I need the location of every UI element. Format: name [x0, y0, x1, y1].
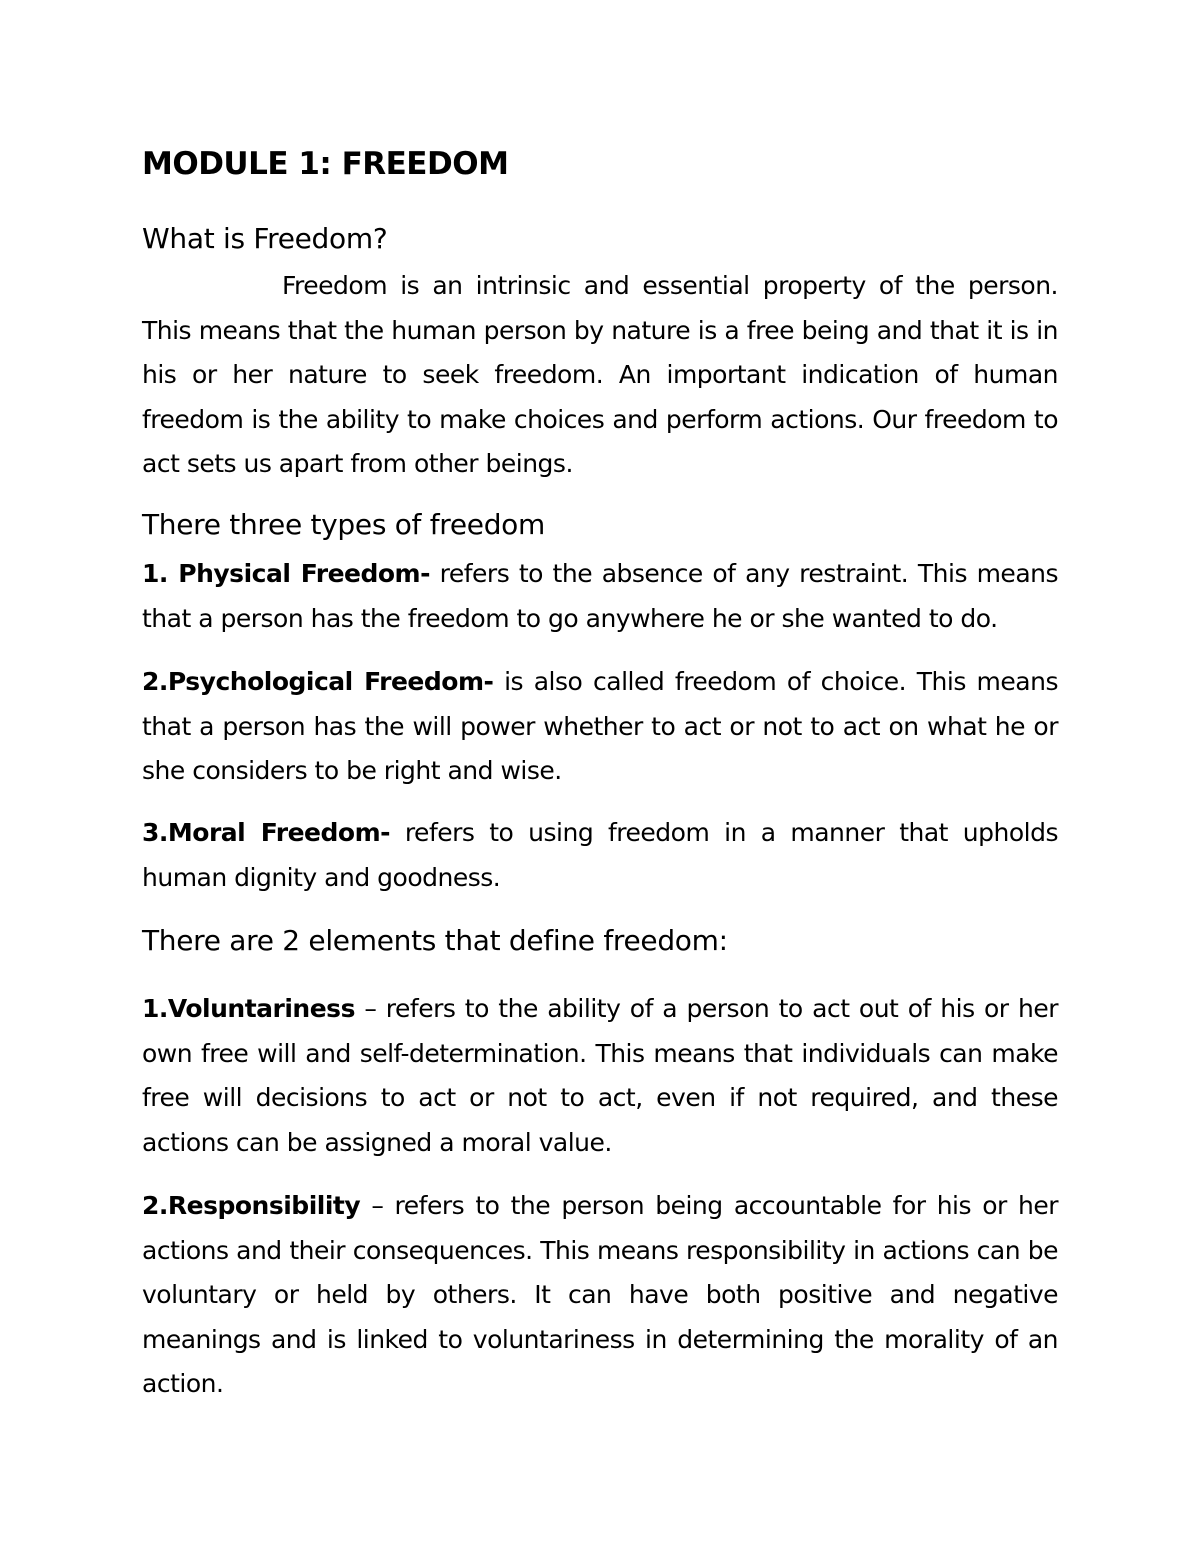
list-item-responsibility [142, 1184, 1058, 1407]
section-heading-what-is-freedom: What is Freedom? [142, 222, 388, 255]
paragraph-freedom-definition [142, 264, 1058, 487]
list-item-voluntariness [142, 987, 1058, 1165]
document-title: MODULE 1: FREEDOM [142, 146, 509, 182]
list-item-psychological-freedom [142, 660, 1058, 794]
list-item-label: 3.Moral Freedom- [142, 818, 391, 847]
list-item-text: – refers to the ability of a person to act out of his or her own free will and self-determination. This means that individuals can make free will decisions to act or not to act, even if not required, and these actions can be assigned a moral value. [142, 994, 1058, 1157]
list-item-text: is also called freedom of choice. This means that a person has the will power whether to act or not to act on what he or she considers to be right and wise. [142, 667, 1058, 785]
list-item-label: 2.Responsibility [142, 1191, 361, 1220]
section-heading-elements-of-freedom: There are 2 elements that define freedom: [142, 924, 728, 957]
list-item-label: 1. Physical Freedom- [142, 559, 430, 588]
section-heading-types-of-freedom: There three types of freedom [142, 508, 545, 541]
list-item-text: refers to using freedom in a manner that upholds human dignity and goodness. [142, 818, 1058, 892]
list-item-text: refers to the absence of any restraint. This means that a person has the freedom to go anywhere he or she wanted to do. [142, 559, 1059, 633]
paragraph-text: Freedom is an intrinsic and essential property of the person. This means that the human person by nature is a free being and that it is in his or her nature to seek freedom. An important indication of human freedom is the ability to make choices and perform actions. Our freedom to act sets us apart from other beings. [142, 271, 1058, 478]
list-item-label: 2.Psychological Freedom- [142, 667, 494, 696]
list-item-physical-freedom [142, 552, 1058, 641]
list-item-moral-freedom [142, 811, 1058, 900]
list-item-text: – refers to the person being accountable for his or her actions and their consequences. This means responsibility in actions can be voluntary or held by others. It can have both positive and negative meanings and is linked to voluntariness in determining the morality of an action. [142, 1191, 1058, 1398]
list-item-label: 1.Voluntariness [142, 994, 355, 1023]
